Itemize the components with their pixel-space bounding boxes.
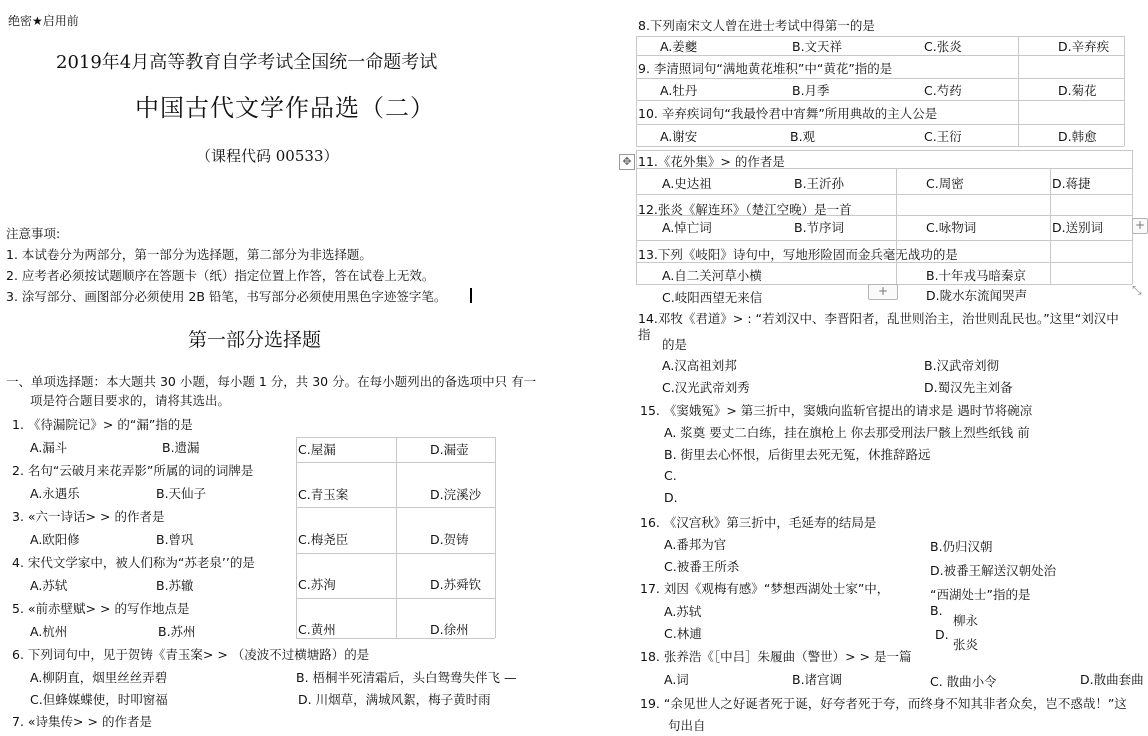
- option: A.苏轼: [30, 578, 68, 593]
- question-stem: 19. “余见世人之好诞者死于诞，好夸者死于夸，而终身不知其非者众矣，岂不惑哉！”这: [640, 696, 1127, 711]
- option: D.贺铸: [430, 532, 469, 547]
- option: D.送别词: [1052, 220, 1104, 235]
- table-border: [1018, 36, 1019, 146]
- part1-title: 第一部分选择题: [188, 329, 322, 351]
- question-stem: 的是: [662, 337, 688, 352]
- exam-title: 2019年4月高等教育自学考试全国统一命题考试: [56, 52, 438, 73]
- option: A.牡丹: [660, 83, 698, 98]
- option: B.汉武帝刘彻: [924, 358, 1000, 373]
- question-stem: 17. 刘因《观梅有感》“梦想西湖处士家”中，: [640, 581, 890, 596]
- option: A.杭州: [30, 624, 68, 639]
- text-cursor: [470, 288, 472, 303]
- option: B.天仙子: [156, 486, 207, 501]
- option: D.: [664, 490, 678, 505]
- option: B.曾巩: [156, 532, 194, 547]
- question-stem: 10. 辛弃疾词句“我最怜君中宵舞”所用典故的主人公是: [638, 106, 938, 121]
- table-border: [636, 100, 1124, 101]
- question-stem: 16. 《汉宫秋》第三折中，毛延寿的结局是: [640, 515, 877, 530]
- table-border: [1124, 36, 1125, 146]
- option: D.陇水东流闻哭声: [926, 288, 1028, 303]
- option: D.辛弃疾: [1058, 39, 1110, 54]
- table-border: [636, 150, 1132, 151]
- option: D.蒋捷: [1052, 176, 1091, 191]
- option: A.自二关河草小横: [662, 268, 762, 283]
- option: A.史达祖: [662, 176, 712, 191]
- option: C.张炎: [924, 39, 962, 54]
- note-item: 2. 应考者必须按试题顺序在答题卡（纸）指定位置上作答，答在试卷上无效。: [6, 268, 435, 283]
- option: C.被番王所杀: [664, 559, 740, 574]
- table-border: [896, 168, 897, 284]
- question-stem: 1. 《待漏院记》> 的“漏”指的是: [12, 417, 193, 432]
- option: B.十年戎马暗秦京: [926, 268, 1027, 283]
- question-stem: 18. 张养浩《［中吕］朱履曲（警世）> > 是一篇: [640, 649, 912, 664]
- table-border: [636, 36, 637, 146]
- option: B.观: [790, 129, 816, 144]
- option-value: 张炎: [953, 637, 979, 652]
- note-item: 1. 本试卷分为两部分，第一部分为选择题，第二部分为非选择题。: [6, 247, 372, 262]
- option: D.散曲套曲: [1080, 672, 1144, 687]
- question-stem-prefix: 指: [638, 327, 651, 342]
- option: B.遗漏: [162, 440, 200, 455]
- option: D.韩愈: [1058, 129, 1097, 144]
- option: C.黄州: [298, 622, 336, 637]
- option: D. 川烟草，满城风絮，梅子黄时雨: [298, 692, 491, 707]
- table-border: [296, 437, 495, 438]
- option: A.番邦为官: [664, 537, 727, 552]
- table-border: [636, 36, 1124, 37]
- question-stem: 12.张炎《解连环》（楚江空晚）是一首: [638, 202, 852, 217]
- question-stem: 句出自: [668, 718, 706, 733]
- table-border: [495, 437, 496, 638]
- option-value: 柳永: [953, 613, 979, 628]
- question-stem: 4. 宋代文学家中，被人们称为“苏老泉’’的是: [12, 555, 255, 570]
- add-column-icon[interactable]: +: [1132, 218, 1148, 234]
- question-stem: 2. 名句“云破月来花弄影”所属的词的词牌是: [12, 463, 254, 478]
- option: B.节序词: [794, 220, 845, 235]
- option: D.徐州: [430, 622, 469, 637]
- table-border: [1050, 168, 1051, 284]
- option: C.梅尧臣: [298, 532, 349, 547]
- option: C.: [664, 468, 677, 483]
- table-border: [296, 553, 495, 554]
- option: B.文天祥: [792, 39, 843, 54]
- question-stem: 5. «前赤壁赋> > 的写作地点是: [12, 601, 190, 616]
- option: B.诸宫调: [792, 672, 843, 687]
- option: B.月季: [792, 83, 830, 98]
- subject-title: 中国古代文学作品选（二）: [135, 94, 435, 122]
- confidential-label: 绝密★启用前: [8, 14, 79, 28]
- option: C.王衍: [924, 129, 962, 144]
- option: B. 街里去心怀恨，后街里去死无冤，休推辞路远: [664, 447, 931, 462]
- option: C.芍药: [924, 83, 962, 98]
- option: A.漏斗: [30, 440, 68, 455]
- option: C.屋漏: [298, 442, 336, 457]
- table-border: [296, 437, 297, 638]
- question-stem: 11.《花外集》> 的作者是: [638, 154, 785, 169]
- question-stem: 3. «六一诗话> > 的作者是: [12, 509, 165, 524]
- part1-instruction: 一、单项选择题：本大题共 30 小题，每小题 1 分，共 30 分。在每小题列出的备选项中只 有一: [6, 374, 537, 389]
- option: C.周密: [926, 176, 964, 191]
- question-stem: 6. 下列词句中，见于贺铸《青玉案> > （凌波不过横塘路）的是: [12, 647, 370, 662]
- table-border: [636, 55, 1124, 56]
- option: D.被番王解送汉朝处治: [930, 563, 1057, 578]
- table-border: [636, 194, 1132, 195]
- question-stem: 7. «诗集传> > 的作者是: [12, 714, 152, 729]
- question-stem: 13.下列《岐阳》诗句中，写地形险固而金兵毫无战功的是: [638, 247, 958, 262]
- option: A.欧阳修: [30, 532, 80, 547]
- option: C.林逋: [664, 626, 702, 641]
- table-move-handle-icon[interactable]: ✥: [619, 154, 635, 170]
- option: B.仍归汉朝: [930, 539, 993, 554]
- option: A.汉高祖刘邦: [662, 358, 737, 373]
- table-border: [296, 462, 495, 463]
- option: B.: [930, 603, 943, 618]
- option: A. 浆奠 要丈二白练，挂在旗枪上 你去那受刑法尸骸上烈些纸钱 前: [664, 425, 1030, 440]
- table-border: [636, 150, 637, 284]
- table-border: [636, 240, 1132, 241]
- option: B.王沂孙: [794, 176, 845, 191]
- option: A.词: [664, 672, 689, 687]
- option: C.咏物词: [926, 220, 977, 235]
- table-border: [636, 146, 1124, 147]
- table-border: [636, 124, 1124, 125]
- table-border: [636, 78, 1124, 79]
- option: B.苏州: [158, 624, 196, 639]
- option: B.苏辙: [156, 578, 194, 593]
- option: C.汉光武帝刘秀: [662, 380, 750, 395]
- question-stem: 15. 《窦娥冤》> 第三折中，窦娥向监斩官提出的请求是 遇时节将碗凉: [640, 403, 1033, 418]
- option: A.永遇乐: [30, 486, 80, 501]
- notes-title: 注意事项:: [6, 226, 61, 241]
- option: D.漏壶: [430, 442, 469, 457]
- option: A.悼亡词: [662, 220, 712, 235]
- question-stem: 8.下列南宋文人曾在进士考试中得第一的是: [638, 18, 875, 33]
- part1-instruction: 项是符合题目要求的，请将其选出。: [30, 393, 231, 408]
- note-item: 3. 涂写部分、画图部分必须使用 2B 铅笔，书写部分必须使用黑色字迹签字笔。: [6, 289, 447, 304]
- table-border: [1132, 150, 1133, 284]
- option: C.苏洵: [298, 577, 336, 592]
- question-stem: 9. 李清照词句“满地黄花堆积”中“黄花”指的是: [638, 61, 893, 76]
- option: C. 散曲小令: [930, 674, 997, 689]
- option: C.青玉案: [298, 487, 349, 502]
- question-stem-tail: “西湖处士”指的是: [930, 587, 1031, 602]
- option: A.柳阴直，烟里丝丝弄碧: [30, 670, 168, 685]
- option: A.苏轼: [664, 604, 702, 619]
- option: C.但蜂媒蝶使，时叩窗福: [30, 692, 168, 707]
- option: C.岐阳西望无来信: [662, 290, 763, 305]
- option: D.: [935, 627, 949, 642]
- option: B. 梧桐半死清霜后，头白鸳鸯失伴飞 —: [296, 670, 517, 685]
- table-border: [296, 638, 495, 639]
- option: A.姜夔: [660, 39, 698, 54]
- table-border: [296, 598, 495, 599]
- question-stem: 14.邓牧《君道》> : “若刘汉中、李晋阳者，乱世则治主，治世则乱民也。”这里“刘汉中: [638, 311, 1119, 326]
- table-resize-icon[interactable]: ⤡: [1132, 283, 1142, 297]
- table-border: [396, 437, 397, 638]
- option: D.浣溪沙: [430, 487, 482, 502]
- add-row-icon[interactable]: +: [868, 284, 898, 300]
- table-border: [296, 507, 495, 508]
- option: A.谢安: [660, 129, 698, 144]
- course-code: （课程代码 00533）: [196, 147, 339, 165]
- option: D.苏舜钦: [430, 577, 482, 592]
- option: D.菊花: [1058, 83, 1097, 98]
- option: D.蜀汉先主刘备: [924, 380, 1013, 395]
